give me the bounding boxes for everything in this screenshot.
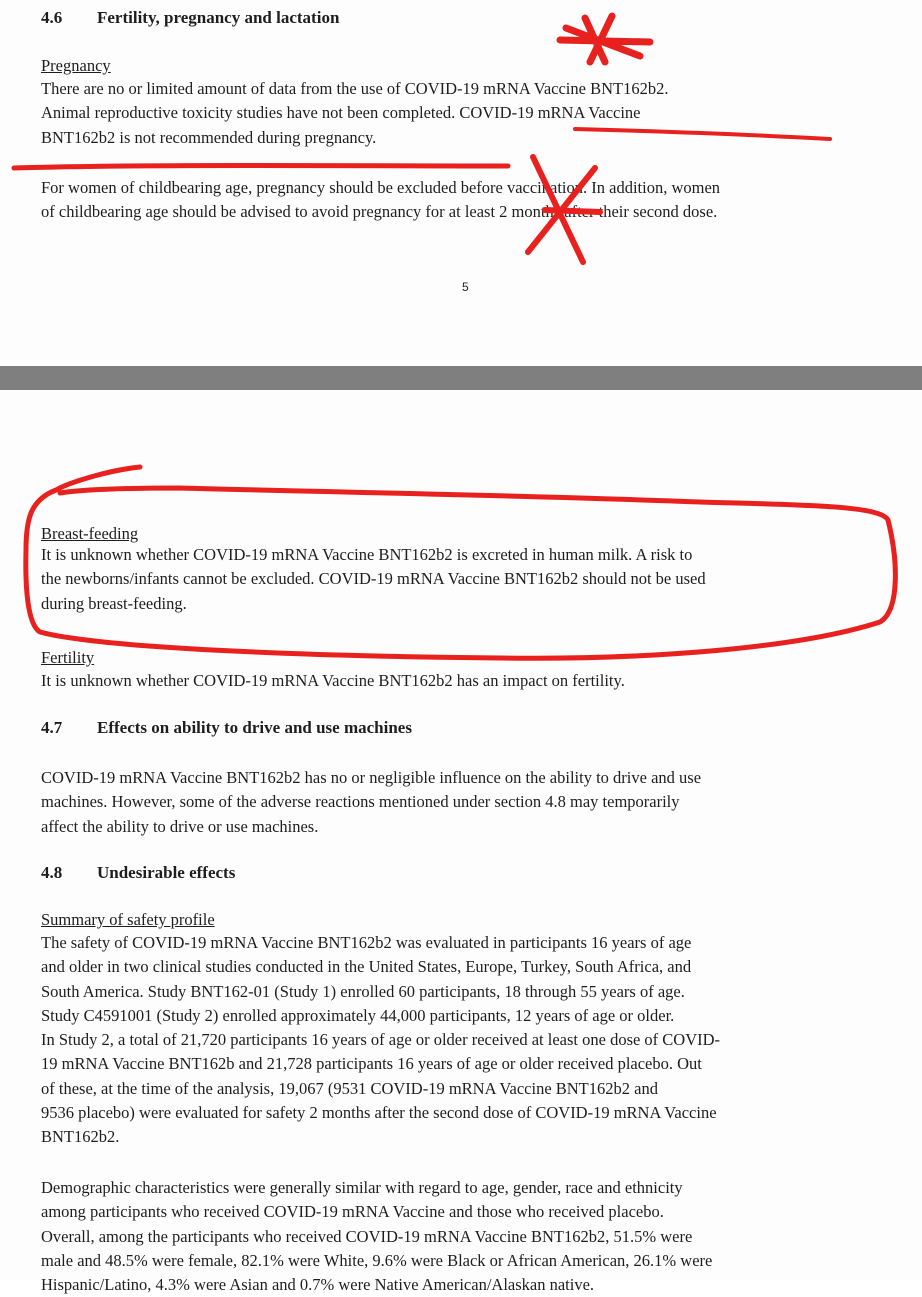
fertility-paragraph: It is unknown whether COVID-19 mRNA Vaccine BNT162b2 has an impact on fertility. bbox=[41, 671, 625, 690]
pregnancy-heading: Pregnancy bbox=[41, 56, 111, 75]
section-4-7-heading bbox=[41, 718, 412, 738]
safety-summary-paragraph: The safety of COVID-19 mRNA Vaccine BNT162b2 was evaluated in participants 16 years of age and older in two clinical studies conducted in the United States, Europe, Turkey, South Africa, and South America. Study BNT162-01 (Study 1) enrolled 60 participants, 18 through 55 years of age. Study C4591001 (Study 2) enrolled approximately 44,000 participants, 12 years of age or older. In Study 2, a total of 21,720 participants 16 years of age or older received at least one dose of COVID- 19 mRNA Vaccine BNT162b and 21,728 participants 16 years of age or older received placebo. Out of these, at the time of the analysis, 19,067 (9531 COVID-19 mRNA Vaccine BNT162b2 and 9536 placebo) were evaluated for safety 2 months after the second dose of COVID-19 mRNA Vaccine BNT162b2. bbox=[41, 933, 721, 1147]
section-title: Fertility, pregnancy and lactation bbox=[97, 8, 340, 27]
breast-feeding-heading: Breast-feeding bbox=[41, 524, 139, 543]
breast-feeding-paragraph: It is unknown whether COVID-19 mRNA Vaccine BNT162b2 is excreted in human milk. A risk to the newborns/infants cannot be excluded. COVID-19 mRNA Vaccine BNT162b2 should not be used during breast-feeding. bbox=[41, 545, 706, 613]
section-number: 4.7 bbox=[41, 718, 63, 737]
pregnancy-paragraph: There are no or limited amount of data from the use of COVID-19 mRNA Vaccine BNT162b2. Animal reproductive toxicity studies have not been completed. COVID-19 mRNA Vaccine BNT162b2 is not recommended during pregnancy. bbox=[41, 79, 669, 147]
section-4-7-paragraph: COVID-19 mRNA Vaccine BNT162b2 has no or negligible influence on the ability to drive and use machines. However, some of the adverse reactions mentioned under section 4.8 may temporarily affect the ability to drive or use machines. bbox=[41, 768, 702, 836]
section-4-8-heading bbox=[41, 863, 235, 883]
demographics-paragraph: Demographic characteristics were generally similar with regard to age, gender, race and ethnicity among participants who received COVID-19 mRNA Vaccine and those who received placebo. Overall, among the participants who received COVID-19 mRNA Vaccine BNT162b2, 51.5% were male and 48.5% were female, 82.1% were White, 9.6% were Black or African American, 26.1% were Hispanic/Latino, 4.3% were Asian and 0.7% were Native American/Alaskan native. bbox=[41, 1178, 713, 1295]
safety-summary-heading: Summary of safety profile bbox=[41, 910, 215, 929]
section-title: Effects on ability to drive and use machines bbox=[97, 718, 412, 737]
document-page-top bbox=[0, 0, 922, 366]
section-number: 4.6 bbox=[41, 8, 63, 27]
fertility-heading: Fertility bbox=[41, 648, 95, 667]
section-number: 4.8 bbox=[41, 863, 63, 882]
page-separator bbox=[0, 366, 922, 390]
childbearing-paragraph: For women of childbearing age, pregnancy should be excluded before vaccination. In addition, women of childbearing age should be advised to avoid pregnancy for at least 2 months after their second dose. bbox=[41, 178, 721, 222]
document-page-bottom bbox=[0, 390, 922, 1295]
section-4-6-heading bbox=[41, 8, 339, 28]
page-number: 5 bbox=[462, 280, 469, 294]
section-title: Undesirable effects bbox=[97, 863, 236, 882]
